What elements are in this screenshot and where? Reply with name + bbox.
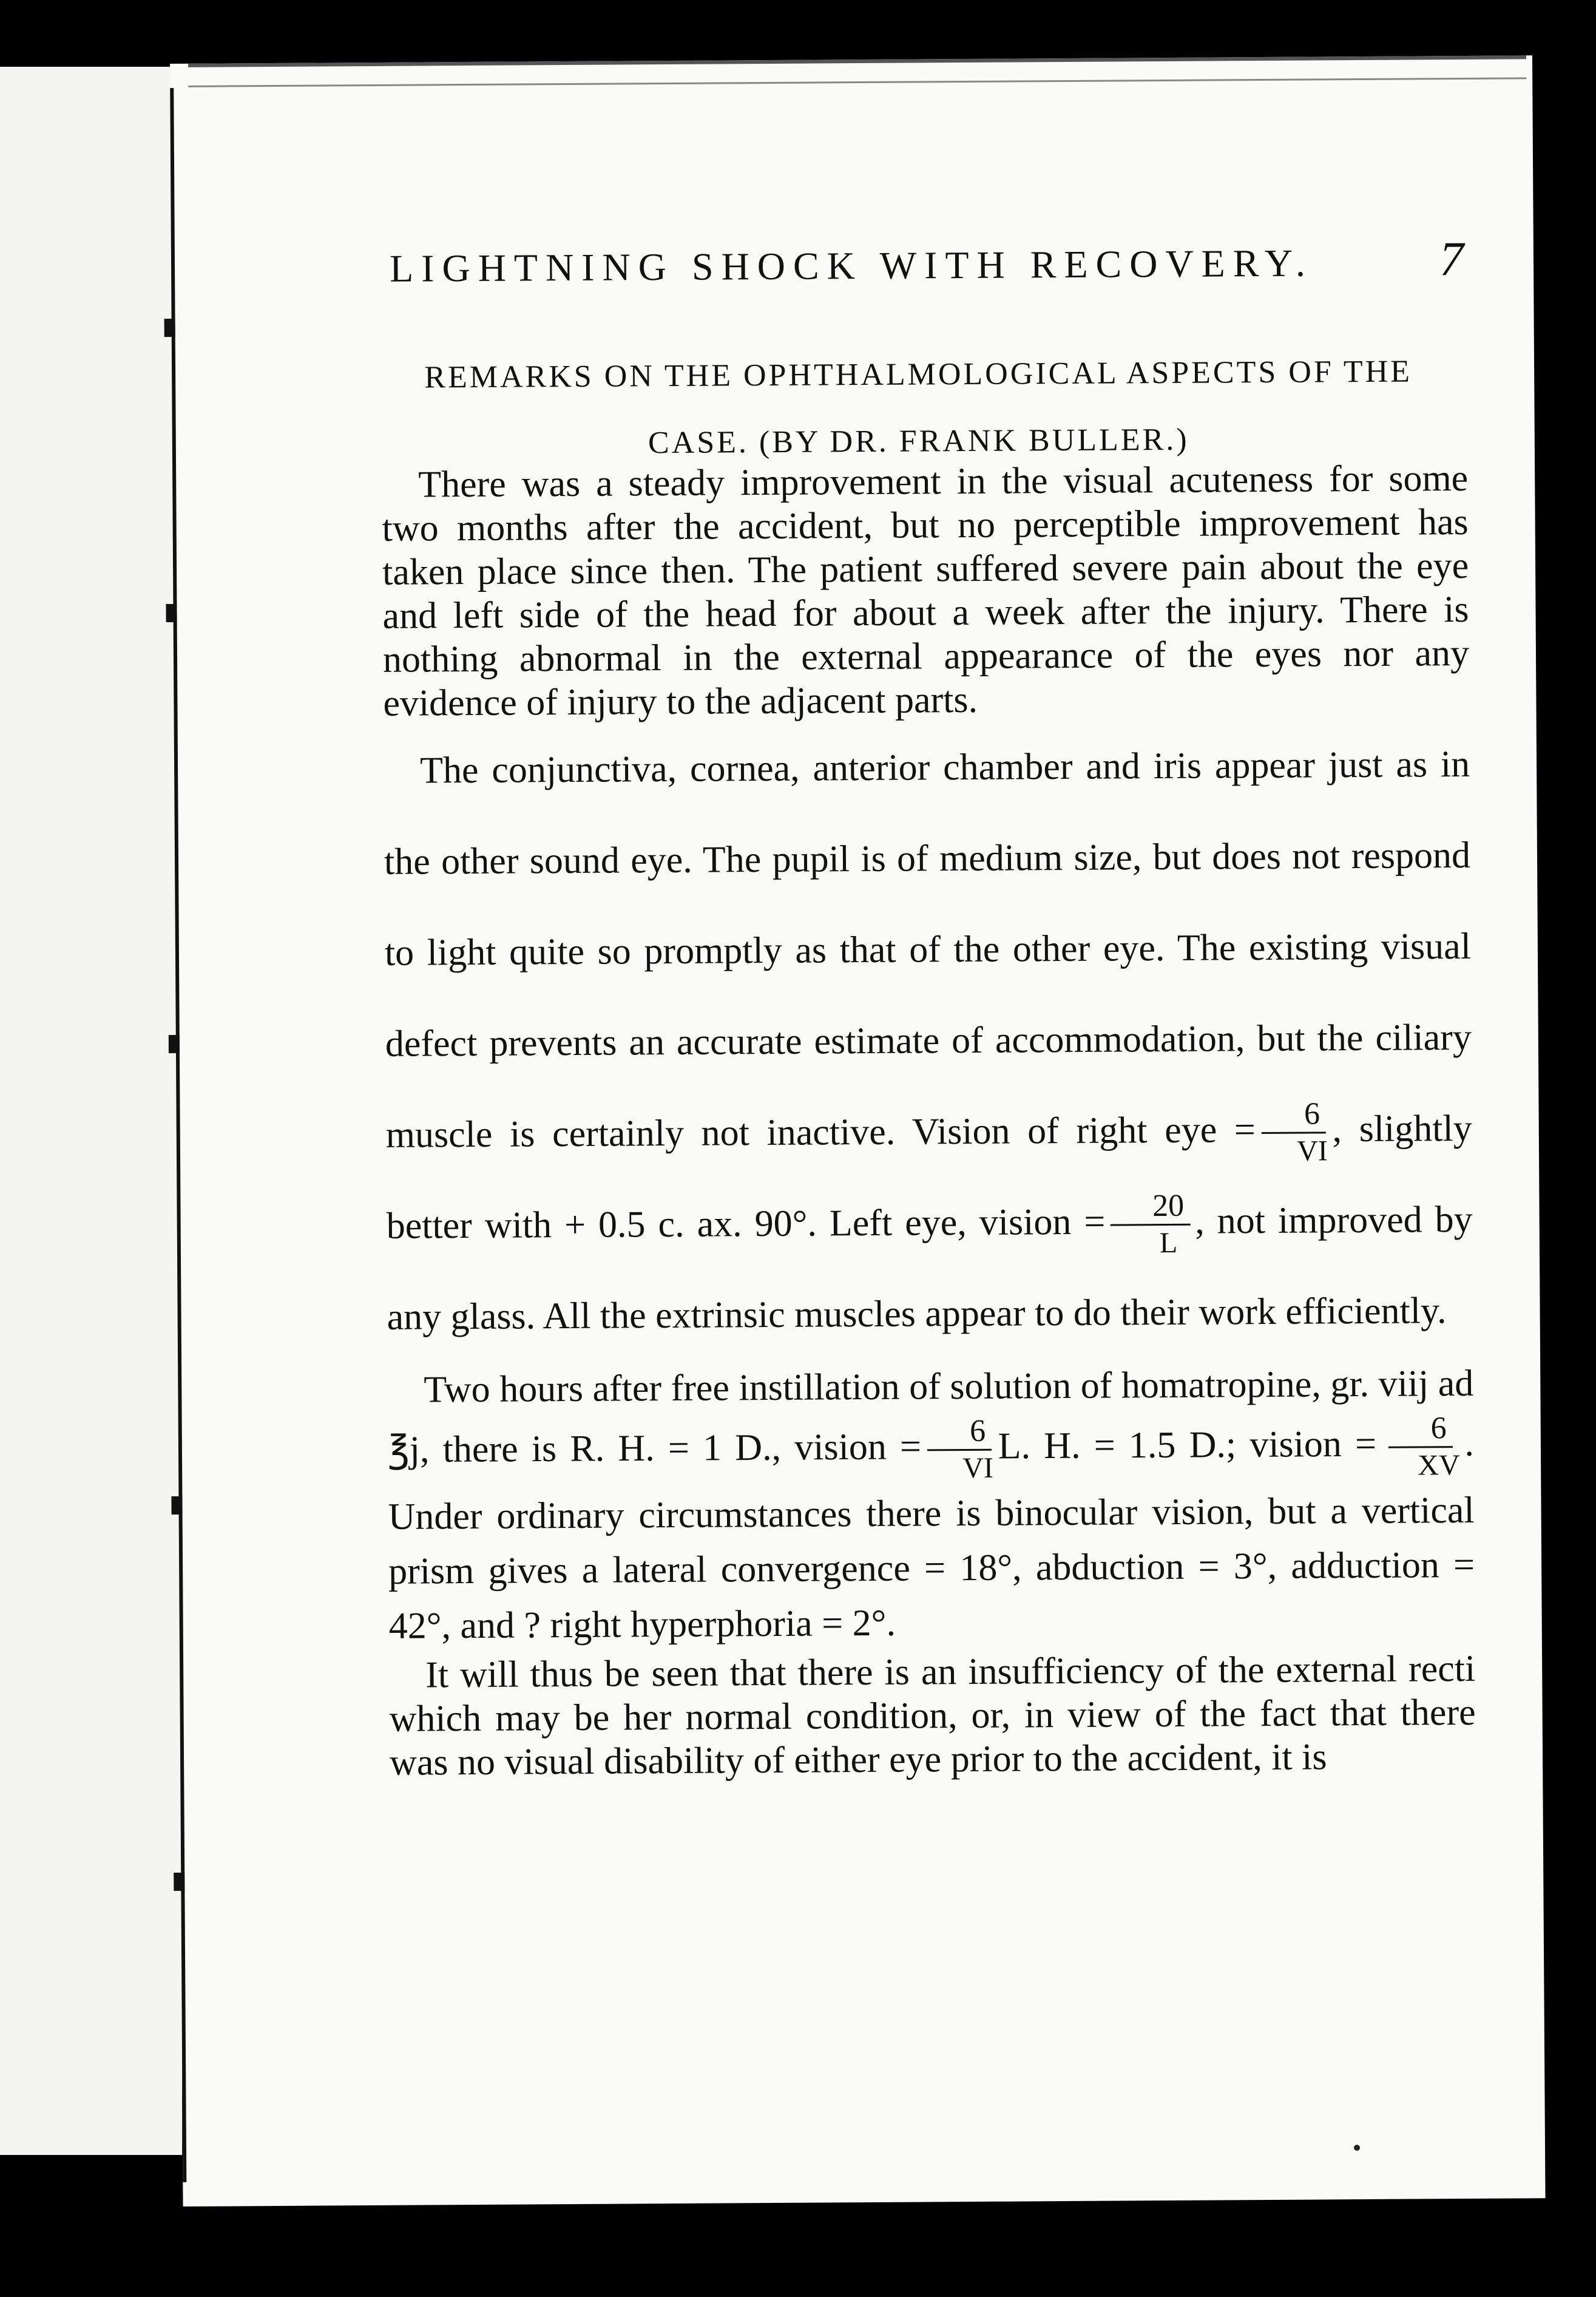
ink-speck [1354,2145,1360,2151]
paragraph-1: There was a steady improvement in the visual acuteness for some two months after the accident, but no perceptible improvement has taken place since then. The patient suffered severe pain about the eye and left side of the head for about a week after the injury. There is nothing abnormal in the external appearance of the eyes nor any evidence of injury to the adjacent parts. [382,457,1470,724]
paragraph-3-text-b: L. H. = 1.5 D.; vision = [998,1423,1377,1467]
running-title: LIGHTNING SHOCK WITH RECOVERY. [389,241,1314,290]
fraction-denominator: VI [962,1451,994,1485]
binding-stitch [164,319,175,337]
fraction-left-eye [1110,1189,1191,1261]
binding-stitch [171,1496,182,1515]
paragraph-4: It will thus be seen that there is an insufficiency of the external recti which may be her normal condition, or, in view of the fact that there was no visual disability of either eye prior to the accident, it is [389,1647,1476,1783]
facing-page-edge [0,67,184,2155]
paragraph-2-text-b: , slightly better with + 0.5 c. ax. 90°. Left eye, vision = [386,1107,1472,1247]
running-header [390,232,1483,294]
fraction-vision-1 [926,1414,993,1487]
binding-stitch [174,1873,184,1891]
fraction-right-eye [1260,1097,1328,1170]
binding-stitch [166,604,177,622]
book-page [170,55,1546,2207]
fraction-denominator: L [1159,1227,1178,1260]
fraction-numerator: 6 [1262,1097,1326,1135]
fraction-denominator: VI [1296,1135,1328,1167]
fraction-denominator: XV [1418,1449,1460,1482]
fraction-numerator: 6 [1388,1411,1452,1448]
page-top-edge [188,55,1526,87]
page-number: 7 [1439,232,1464,287]
paragraph-2-text-a: The conjunctiva, cornea, anterior chamber and iris appear just as in the other sound eye. The pupil is of medium size, but does not respond to light quite so promptly as that of the other eye. The existing visual defect prevents an accurate estimate of accommodation, but the ciliary muscle is certainly not inactive. Vision of right eye = [384,743,1472,1156]
fraction-vision-2 [1381,1411,1460,1484]
section-title-line-1: REMARKS ON THE OPHTHALMOLOGICAL ASPECTS OF THE [424,354,1413,395]
fraction-numerator: 6 [927,1414,992,1451]
paragraph-3-text-c: . Under ordinary circumstances there is binocular vision, but a vertical prism gives a lateral convergence = 18°, abduction = 3°, adduction = 42°, and ? right hyperphoria = 2°. [388,1422,1475,1647]
fraction-numerator: 20 [1110,1189,1190,1226]
paragraph-2-text-c: , not improved by any glass. All the extrinsic muscles appear to do their work efficiently. [387,1198,1473,1338]
body-text [382,456,1476,1785]
section-title-line-2: CASE. (BY DR. FRANK BULLER.) [648,422,1189,461]
binding-stitch [169,1035,180,1053]
paragraph-3 [387,1356,1475,1654]
paragraph-2 [384,719,1473,1363]
paragraph-3-text-a: Two hours after free instillation of solution of homatropine, gr. viij ad ℥j, there is R. H. = 1 D., vision = [387,1362,1474,1471]
